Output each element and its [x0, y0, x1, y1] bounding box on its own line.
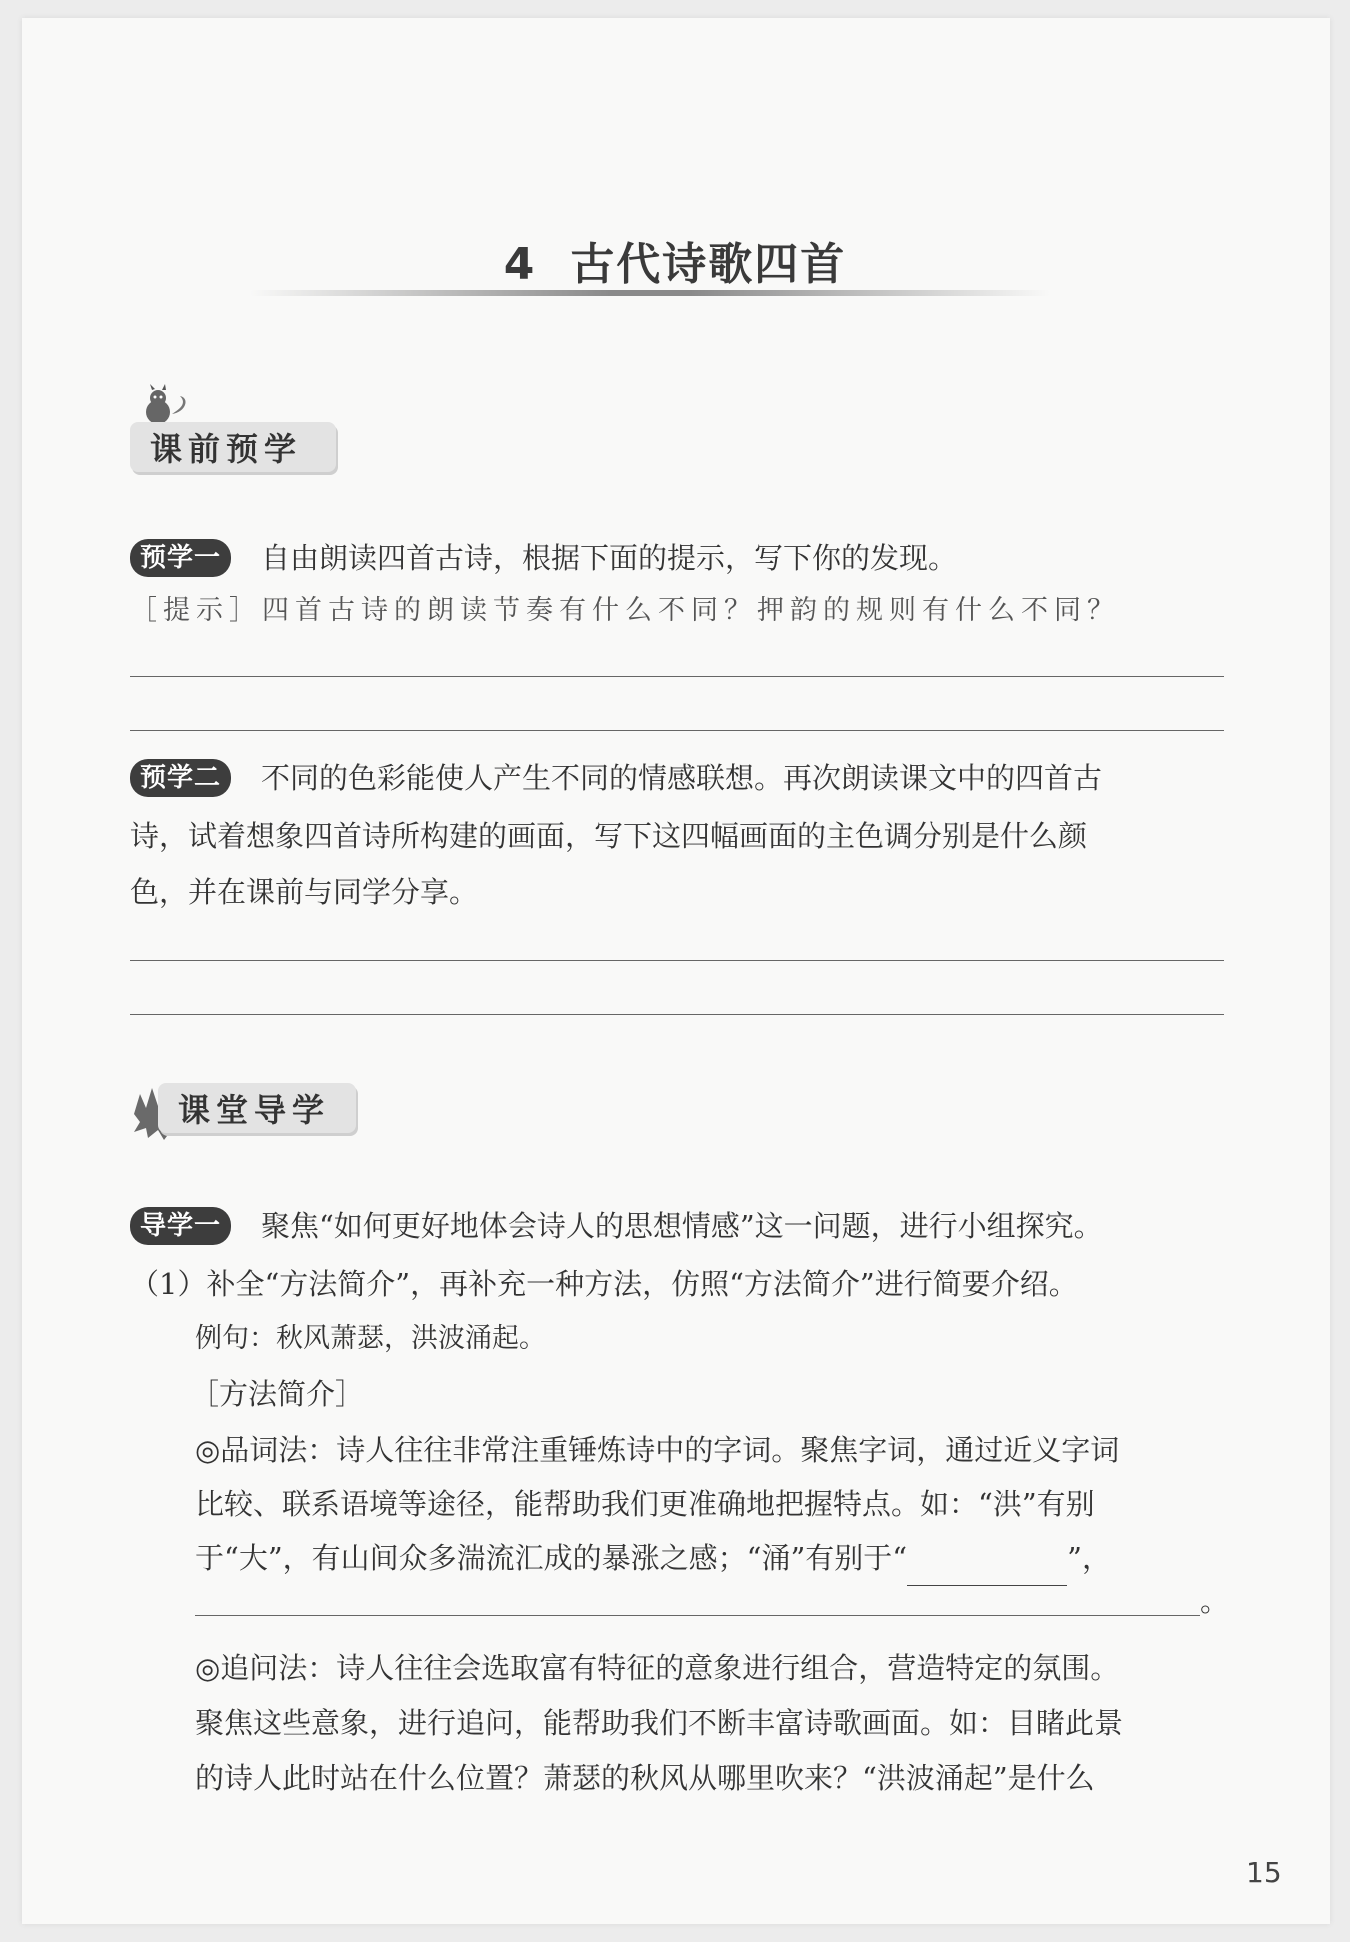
- section-classroom-label: 课堂导学: [178, 1091, 331, 1129]
- guide1-example: 例句：秋风萧瑟，洪波涌起。: [195, 1323, 546, 1354]
- pre2-line3: 色，并在课前与同学分享。: [130, 875, 479, 909]
- method2-line3: 的诗人此时站在什么位置？萧瑟的秋风从哪里吹来？“洪波涌起”是什么: [195, 1761, 1095, 1795]
- method1-line3-start: 于“大”，有山间众多湍流汇成的暴涨之感；“涌”有别于“: [195, 1541, 908, 1575]
- lesson-number: 4: [503, 239, 537, 290]
- pre1-text: 自由朗读四首古诗，根据下面的提示，写下你的发现。: [261, 541, 958, 575]
- method-title: ［方法简介］: [190, 1377, 365, 1411]
- method1-line4-end: 。: [1200, 1584, 1230, 1618]
- guide1-question-1: （1）补全“方法简介”，再补充一种方法，仿照“方法简介”进行简要介绍。: [130, 1267, 1078, 1301]
- pre2-row: [130, 750, 1102, 806]
- lesson-title: [0, 228, 1350, 292]
- answer-line: [130, 730, 1224, 731]
- lesson-title-text: 古代诗歌四首: [570, 239, 847, 290]
- method1-line2: 比较、联系语境等途径，能帮助我们更准确地把握特点。如：“洪”有别: [195, 1487, 1095, 1521]
- pre1-badge: 预学一: [130, 539, 231, 577]
- pre2-line2: 诗，试着想象四首诗所构建的画面，写下这四幅画面的主色调分别是什么颜: [130, 819, 1088, 853]
- fill-blank[interactable]: [907, 1555, 1067, 1586]
- guide1-row: [130, 1198, 1103, 1254]
- guide1-badge: 导学一: [130, 1207, 231, 1245]
- pre2-line1: 不同的色彩能使人产生不同的情感联想。再次朗读课文中的四首古: [261, 761, 1103, 795]
- answer-line: [130, 676, 1224, 677]
- pre2-badge: 预学二: [130, 759, 231, 797]
- section-classroom-badge: [158, 1083, 356, 1133]
- answer-line: [130, 960, 1224, 961]
- method1-line3: [195, 1530, 1111, 1586]
- method2-line2: 聚焦这些意象，进行追问，能帮助我们不断丰富诗歌画面。如：目睹此景: [195, 1706, 1124, 1740]
- pre1-hint: ［提示］四首古诗的朗读节奏有什么不同？押韵的规则有什么不同？: [130, 595, 1120, 626]
- answer-line: [130, 1014, 1224, 1015]
- page-sheet: [22, 18, 1330, 1924]
- section-preview-label: 课前预学: [150, 430, 303, 468]
- method1-line1: ◎品词法：诗人往往非常注重锤炼诗中的字词。聚焦字词，通过近义字词: [195, 1433, 1120, 1467]
- pre1-row: [130, 530, 957, 586]
- guide1-text: 聚焦“如何更好地体会诗人的思想情感”这一问题，进行小组探究。: [261, 1209, 1103, 1243]
- method2-line1: ◎追问法：诗人往往会选取富有特征的意象进行组合，营造特定的氛围。: [195, 1651, 1120, 1685]
- title-underline: [250, 290, 1050, 296]
- method1-line4: [195, 1586, 1229, 1616]
- section-preview-badge: [130, 422, 336, 472]
- method1-line3-end: ”，: [1067, 1541, 1111, 1575]
- page-number: 15: [1246, 1856, 1282, 1889]
- answer-line[interactable]: [195, 1615, 1200, 1616]
- squirrel-icon: [138, 384, 194, 426]
